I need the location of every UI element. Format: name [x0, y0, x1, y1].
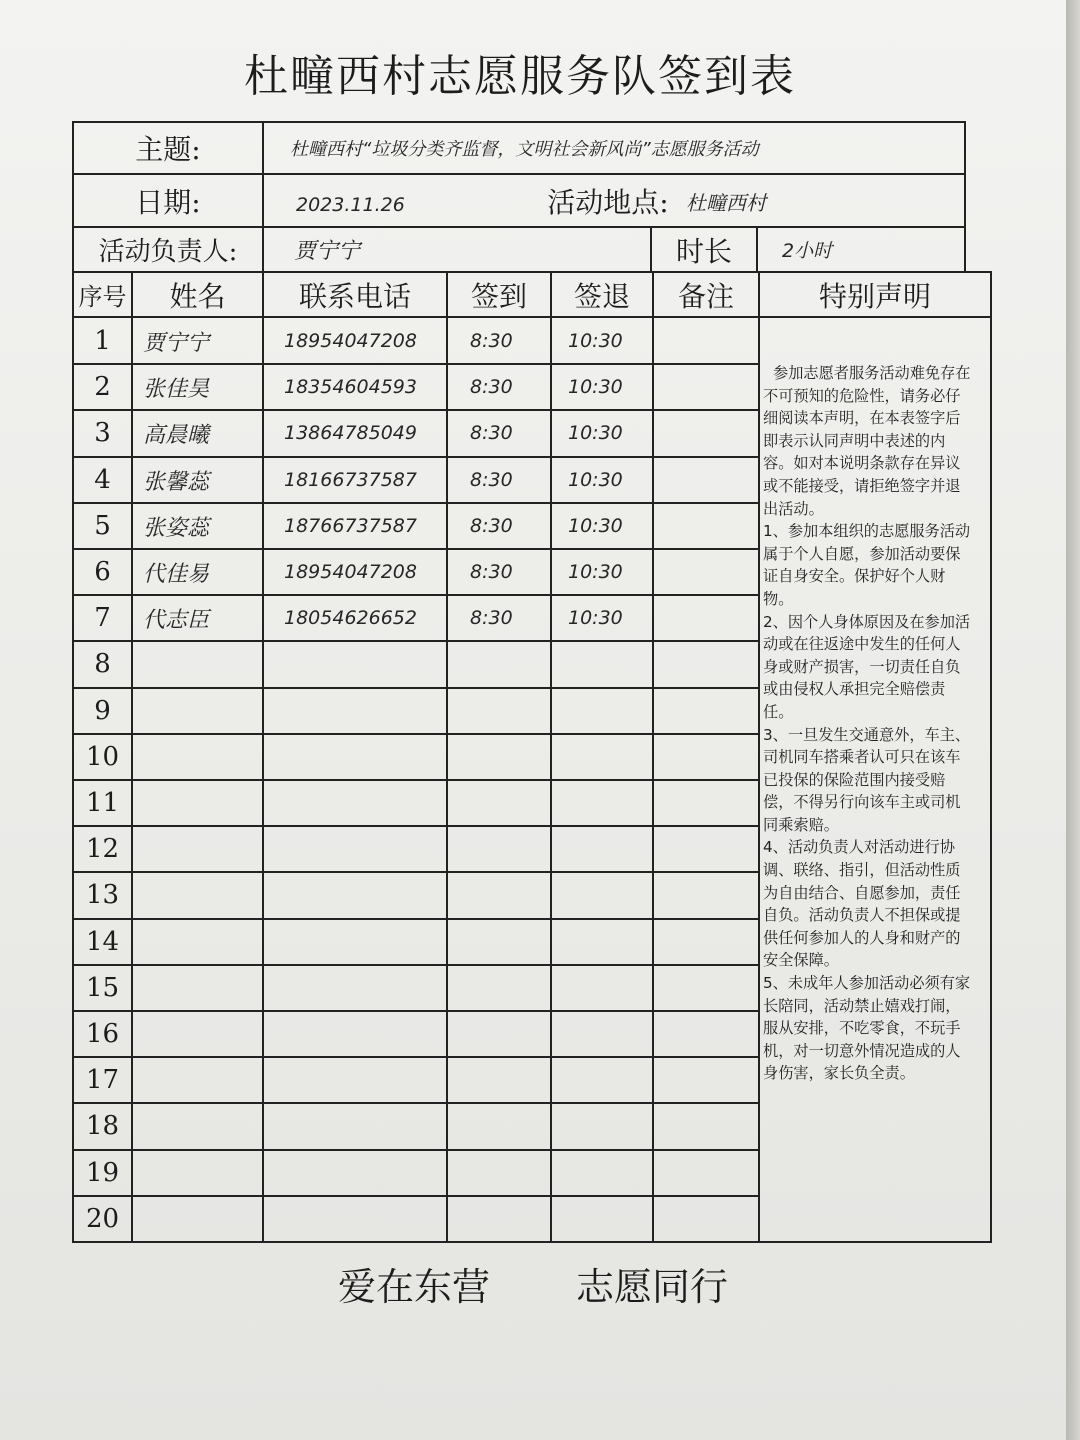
row-phone: 18354604593: [284, 376, 417, 398]
row-sign-out: 10:30: [568, 515, 623, 537]
row-phone: [264, 826, 446, 872]
row-number: 2: [94, 372, 111, 402]
row-sign-out: [552, 1011, 652, 1057]
leader-label: 活动负责人:: [98, 237, 238, 267]
duration-value: 2小时: [782, 240, 833, 262]
row-name: [133, 1011, 262, 1057]
row-remark: [654, 457, 758, 503]
row-phone: [264, 1011, 446, 1057]
row-remark: [654, 1196, 758, 1242]
row-remark: [654, 1150, 758, 1196]
row-sign-in: [448, 1103, 550, 1149]
row-sign-in: 8:30: [470, 469, 513, 491]
row-remark: [654, 1011, 758, 1057]
row-name: [133, 1057, 262, 1103]
row-name: [133, 1103, 262, 1149]
row-name: 贾宁宁: [143, 330, 210, 356]
row-remark: [654, 826, 758, 872]
row-remark: [654, 410, 758, 456]
theme-label: 主题:: [135, 133, 201, 166]
row-remark: [654, 1103, 758, 1149]
row-sign-out: [552, 1057, 652, 1103]
row-sign-out: [552, 919, 652, 965]
row-sign-in: [448, 1150, 550, 1196]
row-sign-out: [552, 1150, 652, 1196]
row-phone: [264, 872, 446, 918]
row-remark: [654, 734, 758, 780]
row-number: 12: [85, 834, 120, 864]
row-sign-in: [448, 734, 550, 780]
row-number: 8: [94, 649, 111, 679]
footer-right-slogan: 志愿同行: [576, 1265, 729, 1309]
row-number: 16: [85, 1019, 120, 1049]
col-header-sign-in: 签到: [470, 279, 527, 313]
row-sign-in: [448, 919, 550, 965]
statement-intro: 参加志愿者服务活动难免存在不可预知的危险性，请务必仔细阅读本声明，在本表签字后即表示认同声明中表述的内容。如对本说明条款存在异议或不能接受，请拒绝签字并退出活动。: [763, 364, 971, 518]
row-remark: [654, 688, 758, 734]
footer-slogan: [0, 1256, 1066, 1311]
row-sign-out: 10:30: [568, 422, 623, 444]
row-number: 14: [85, 927, 120, 957]
date-label: 日期:: [135, 185, 201, 219]
col-header-name: 姓名: [169, 279, 226, 313]
row-name: [133, 919, 262, 965]
row-number: 20: [85, 1204, 120, 1234]
row-number: 3: [94, 418, 111, 448]
row-number: 10: [85, 742, 120, 772]
row-remark: [654, 872, 758, 918]
row-name: 张佳昊: [143, 376, 210, 402]
row-sign-out: 10:30: [568, 607, 623, 629]
row-sign-in: 8:30: [470, 376, 513, 398]
row-name: [133, 826, 262, 872]
row-remark: [654, 318, 758, 364]
row-name: 张馨蕊: [143, 469, 210, 495]
row-remark: [654, 595, 758, 641]
row-number: 5: [94, 511, 111, 541]
row-sign-in: [448, 826, 550, 872]
date-value: 2023.11.26: [296, 194, 405, 216]
row-number: 4: [94, 465, 111, 495]
row-sign-out: [552, 872, 652, 918]
row-sign-in: 8:30: [470, 515, 513, 537]
leader-value: 贾宁宁: [294, 239, 361, 264]
row-phone: [264, 1150, 446, 1196]
duration-label: 时长: [675, 234, 732, 268]
row-number: 19: [85, 1158, 120, 1188]
row-sign-out: 10:30: [568, 561, 623, 583]
row-sign-in: [448, 1057, 550, 1103]
row-sign-in: [448, 1011, 550, 1057]
statement-item-2: 2、因个人身体原因及在参加活动或在往返途中发生的任何人身或财产损害，一切责任自负或由侵权人承担完全赔偿责任。: [763, 612, 971, 721]
row-number: 13: [85, 880, 120, 910]
row-name: 高晨曦: [143, 422, 210, 448]
row-sign-in: 8:30: [470, 607, 513, 629]
location-label: 活动地点:: [547, 185, 669, 219]
row-remark: [654, 503, 758, 549]
row-sign-out: [552, 641, 652, 687]
row-phone: [264, 919, 446, 965]
col-header-statement: 特别声明: [818, 279, 931, 313]
row-name: 张姿蕊: [143, 515, 210, 541]
row-number: 7: [94, 603, 111, 633]
row-number: 1: [94, 326, 111, 356]
row-phone: 18954047208: [284, 561, 417, 583]
statement-item-5: 5、未成年人参加活动必须有家长陪同，活动禁止嬉戏打闹，服从安排，不吃零食，不玩手机，对一切意外情况造成的人身伤害，家长负全责。: [763, 974, 971, 1083]
row-sign-out: [552, 734, 652, 780]
table-surface: [1066, 0, 1080, 1440]
statement-item-4: 4、活动负责人对活动进行协调、联络、指引，但活动性质为自由结合、自愿参加，责任自负。活动负责人不担保或提供任何参加人的人身和财产的安全保障。: [763, 838, 961, 970]
statement-item-1: 1、参加本组织的志愿服务活动属于个人自愿，参加活动要保证自身安全。保护好个人财物。: [763, 522, 971, 608]
row-phone: [264, 1103, 446, 1149]
col-header-sign-out: 签退: [573, 279, 630, 313]
row-phone: [264, 1196, 446, 1242]
row-sign-out: [552, 965, 652, 1011]
row-name: [133, 641, 262, 687]
special-statement: [763, 362, 973, 1085]
row-sign-out: [552, 780, 652, 826]
form-title: 杜疃西村志愿服务队签到表: [244, 51, 796, 102]
row-name: [133, 780, 262, 826]
row-sign-in: [448, 780, 550, 826]
row-sign-in: [448, 965, 550, 1011]
col-header-remark: 备注: [677, 279, 734, 313]
row-remark: [654, 549, 758, 595]
row-remark: [654, 780, 758, 826]
row-name: [133, 734, 262, 780]
row-phone: [264, 780, 446, 826]
row-sign-in: [448, 688, 550, 734]
row-number: 18: [85, 1111, 120, 1141]
row-name: [133, 1150, 262, 1196]
row-name: [133, 872, 262, 918]
row-number: 11: [85, 788, 120, 818]
row-phone: [264, 1057, 446, 1103]
location-value: 杜疃西村: [686, 190, 766, 215]
row-sign-in: 8:30: [470, 330, 513, 352]
row-number: 6: [94, 557, 111, 587]
row-sign-in: 8:30: [470, 422, 513, 444]
row-name: 代志臣: [143, 607, 210, 633]
row-number: 9: [94, 696, 111, 726]
row-remark: [654, 965, 758, 1011]
row-phone: 18166737587: [284, 469, 417, 491]
theme-value: 杜疃西村“垃圾分类齐监督，文明社会新风尚”志愿服务活动: [290, 139, 759, 160]
row-sign-out: 10:30: [568, 469, 623, 491]
row-phone: 18954047208: [284, 330, 417, 352]
row-remark: [654, 364, 758, 410]
row-sign-out: [552, 688, 652, 734]
row-sign-out: [552, 826, 652, 872]
col-header-phone: 联系电话: [298, 279, 411, 313]
row-name: [133, 1196, 262, 1242]
row-sign-out: [552, 1196, 652, 1242]
row-phone: [264, 965, 446, 1011]
row-sign-out: 10:30: [568, 330, 623, 352]
row-number: 15: [85, 973, 120, 1003]
row-phone: 13864785049: [284, 422, 417, 444]
row-sign-in: 8:30: [470, 561, 513, 583]
row-remark: [654, 1057, 758, 1103]
row-phone: 18766737587: [284, 515, 417, 537]
col-header-no: 序号: [78, 283, 127, 311]
row-name: [133, 688, 262, 734]
row-sign-in: [448, 1196, 550, 1242]
row-phone: [264, 641, 446, 687]
row-sign-in: [448, 872, 550, 918]
row-remark: [654, 919, 758, 965]
row-phone: [264, 688, 446, 734]
statement-item-3: 3、一旦发生交通意外，车主、司机同车搭乘者认可只在该车已投保的保险范围内接受赔偿，不得另行向该车主或司机同乘索赔。: [763, 725, 971, 834]
row-remark: [654, 641, 758, 687]
row-phone: 18054626652: [284, 607, 417, 629]
row-number: 17: [85, 1065, 120, 1095]
row-sign-out: 10:30: [568, 376, 623, 398]
row-name: [133, 965, 262, 1011]
row-sign-in: [448, 641, 550, 687]
row-name: 代佳易: [143, 561, 210, 587]
row-sign-out: [552, 1103, 652, 1149]
footer-left-slogan: 爱在东营: [337, 1265, 490, 1309]
row-phone: [264, 734, 446, 780]
